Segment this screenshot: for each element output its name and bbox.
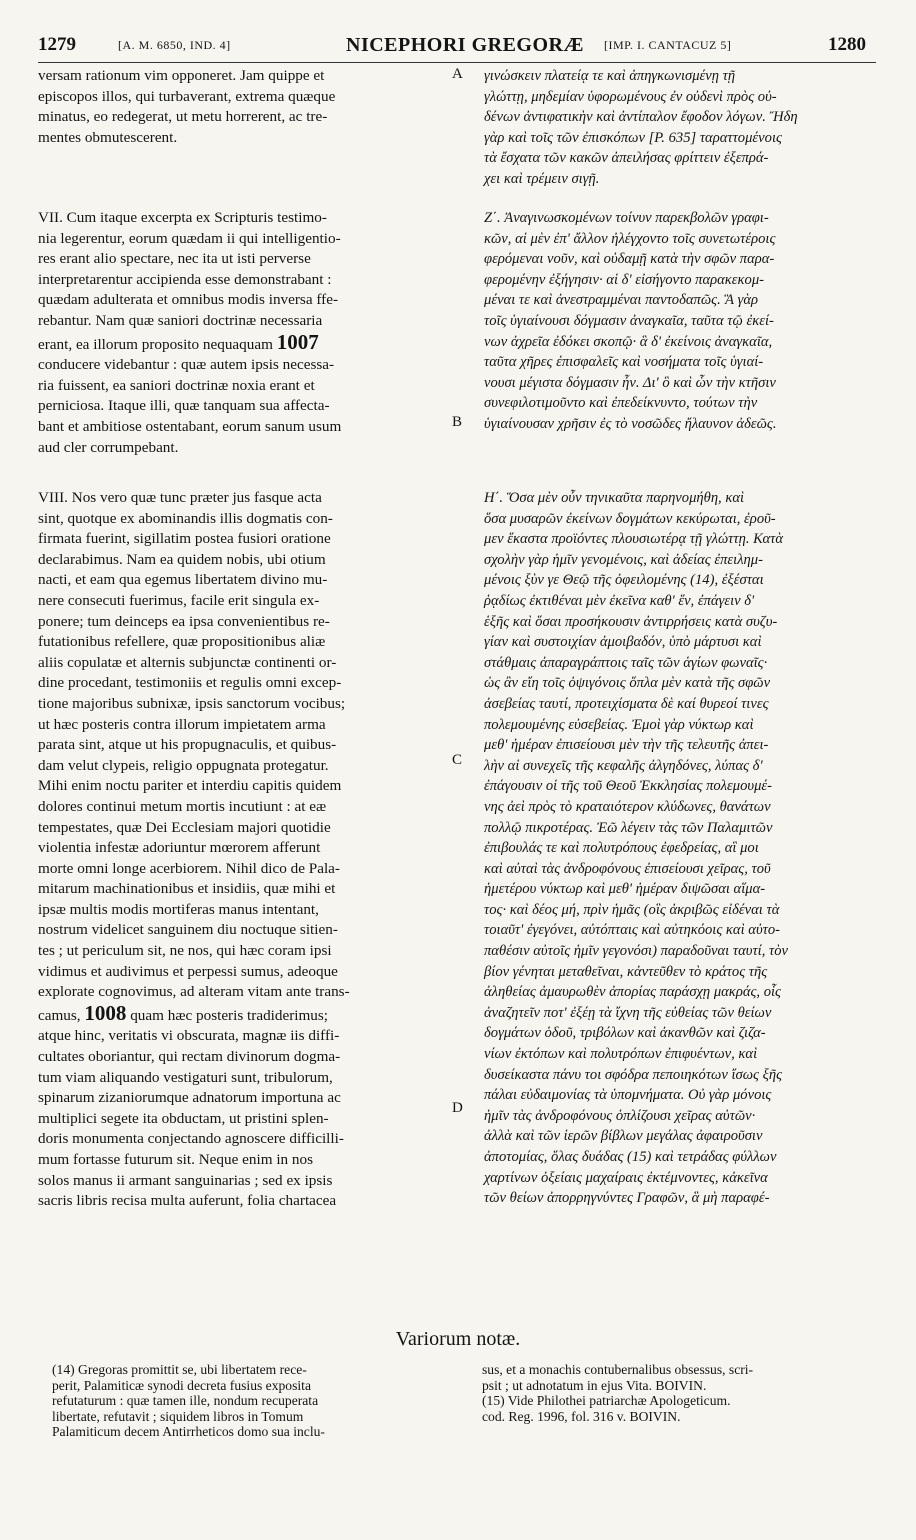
note-line: libertate, refutavit ; siquidem libros in Tomum <box>52 1408 304 1424</box>
text-line: στάθμαις ἀπαραγράπτοις ταῖς τῶν ἁγίων φωναῖς· <box>484 654 768 671</box>
text-line: τὰ ἔσχατα τῶν κακῶν ἀπειλήσας φρίττειν ἐξεπρά- <box>484 150 769 167</box>
text-line: tes ; ut periculum sit, ne nos, qui hæc coram ipsi <box>38 942 332 960</box>
notes-heading: Variorum notæ. <box>395 1328 521 1350</box>
greek-paragraph-1 <box>484 66 880 190</box>
text-line: νίων ἐκτόπων καὶ πολυτρόπων ἐπιφυέντων, καὶ <box>484 1046 758 1063</box>
text-line: futationibus refellere, quæ propositionibus aliæ <box>38 633 326 651</box>
text-line: νης ἀεὶ πρὸς τὸ κραταιότερον κλύδωνες, θανάτων <box>484 798 771 815</box>
text-line: ἀναζητεῖν ποτ' ἐξέῃ τὰ ἴχνη τῆς εὐθείας τῶν θείων <box>484 1004 772 1021</box>
text-line: declarabimus. Nam ea quidem nobis, ubi otium <box>38 550 326 568</box>
text-line: VIII. Nos vero quæ tunc præter jus fasque acta <box>38 489 322 506</box>
text-line: aliis copulatæ et alternis subjunctæ continenti or- <box>38 653 337 671</box>
text-line: explorate cognovimus, ad alteram vitam ante trans- <box>38 983 350 1001</box>
text-line: τοιαῦτ' ἐγεγόνει, αὐτόπταις καὶ αὐτηκόοις καὶ αὐτο- <box>484 922 781 939</box>
text-line: νουσι μέγιστα δόγμασιν ἦν. Δι' ὃ καὶ ὧν τὴν κτῆσιν <box>484 374 776 391</box>
text-line: τος· καὶ δέος μή, πρὶν ἡμᾶς (οἳς ἀκριβῶς εἰδέναι τὰ <box>484 901 780 918</box>
text-line: ὡς ἂν εἴη τοῖς ὀψιγόνοις ὅπλα μὲν κατὰ τῆς σφῶν <box>484 675 771 692</box>
text-line: cultates oboriantur, qui rectam divinorum dogma- <box>38 1048 341 1066</box>
text-line: γλώττῃ, μηδεμίαν ὑφορωμένους ἐν οὐδενὶ πρὸς οὐ- <box>484 88 777 105</box>
text-segment: erant, ea illorum proposito nequaquam <box>38 335 273 353</box>
text-segment: quam hæc posteris tradiderimus; <box>130 1006 329 1024</box>
text-line: Ζ΄. Ἀναγινωσκομένων τοίνυν παρεκβολῶν γραφι- <box>484 210 769 226</box>
text-line: rebantur. Nam quæ saniori doctrinæ necessaria <box>38 311 323 329</box>
text-line: πολεμουμένης εὐσεβείας. Ἐμοὶ γὰρ νύκτωρ καὶ <box>484 716 754 733</box>
text-line: Mihi enim noctu pariter et interdiu capitis quidem <box>38 777 342 795</box>
text-line: ἀληθείας ἀμαυρωθὲν ἀπορίας παράσχῃ μακράς, οἷς <box>484 984 781 1001</box>
text-line: sacris libris recisa multa auferunt, folia chartacea <box>38 1192 337 1210</box>
note-line: refutaturum : quæ tamen ille, nondum recuperata <box>52 1393 319 1409</box>
note-line: sus, et a monachis contubernalibus obsessus, scri- <box>482 1362 754 1377</box>
left-page-number: 1279 <box>38 34 76 55</box>
column-marker-d: D <box>452 1100 463 1116</box>
left-running-meta: [A. M. 6850, IND. 4] <box>118 38 231 52</box>
text-line: perniciosa. Itaque illi, quæ tanquam sua affecta- <box>38 397 330 415</box>
text-line: nacti, et eam qua egemus libertatem divino mu- <box>38 571 328 589</box>
text-line: tione majoribus subnixæ, ipsis sanctorum vocibus; <box>38 694 346 712</box>
text-line: VII. Cum itaque excerpta ex Scripturis testimo- <box>38 209 327 226</box>
text-line: χαρτίνων ὀξείαις μαχαίραις ἐκτέμνοντες, κἀκεῖνα <box>484 1169 768 1186</box>
text-line: γινώσκειν πλατείᾳ τε καὶ ἀπηγκωνισμένῃ τῇ <box>484 68 736 84</box>
note-line: cod. Reg. 1996, fol. 316 v. BOIVIN. <box>482 1408 681 1424</box>
text-line: νων ἀχρεῖα ἐδόκει σκοπῷ· ἃ δ' ἐκείνοις ἀναγκαῖα, <box>484 333 773 350</box>
column-marker-a: A <box>452 66 463 82</box>
text-line: ἑξῆς καὶ ὅσαι προσήκουσιν ἀντιρρήσεις κατὰ συζυ- <box>484 613 778 630</box>
text-line: tempestates, quæ Dei Ecclesiam majori quotidie <box>38 818 331 836</box>
text-line: sint, quotque ex abominandis illis dogmatis con- <box>38 509 333 527</box>
text-segment: camus, <box>38 1006 81 1024</box>
text-line: μένοις ξὺν γε Θεῷ τῆς ὀφειλομένης (14), ἐξέσται <box>484 572 764 589</box>
text-line: ponere; tum deinceps ea ipsa convenientibus re- <box>38 612 330 630</box>
text-line <box>38 1000 448 1027</box>
text-line: ipsæ multis modis mortiferas manus intentant, <box>38 900 319 918</box>
latin-paragraph-viii <box>38 488 448 1212</box>
column-number-1008: 1008 <box>84 1000 127 1025</box>
text-line: interpretarentur accipienda esse demonstrabant : <box>38 270 332 288</box>
text-line: atque hinc, veritatis vi obscurata, magnæ iis diffi- <box>38 1027 340 1045</box>
text-line: καὶ αὐταὶ τὰς ἀνδροφόνους ἐπισείουσι χεῖρας, τοῦ <box>484 860 771 877</box>
text-line: conducere videbantur : quæ autem ipsis necessa- <box>38 356 335 374</box>
column-marker-c: C <box>452 752 463 768</box>
text-line: violentia infestæ adoriuntur mœrorem afferunt <box>38 839 321 857</box>
text-line: dam velut clypeis, religio oppugnata protegatur. <box>38 756 329 774</box>
text-line: vidimus et audivimus et perpessi sumus, adeoque <box>38 962 338 980</box>
text-line: ῥᾳδίως ἐκτιθέναι μὲν ἐκεῖνα καθ' ἕν, ἐπάγειν δ' <box>484 592 755 609</box>
note-line: psit ; ut adnotatum in ejus Vita. BOIVIN. <box>482 1377 707 1393</box>
text-line: mentes obmutescerent. <box>38 128 178 146</box>
text-line: συνεφιλοτιμοῦντο καὶ ἐπεδείκνυντο, τούτων τὴν <box>484 395 758 412</box>
text-line: σχολὴν γὰρ ἡμῖν γενομένοις, καὶ ἀδείας ἐπειλημ- <box>484 551 763 568</box>
text-line: mum fortasse futurum sit. Neque enim in nos <box>38 1151 314 1168</box>
text-line: quædam adulterata et omnibus modis inversa ffe- <box>38 291 339 309</box>
text-line: ἀλλὰ καὶ τῶν ἱερῶν βίβλων μεγάλας ἀφαιροῦσιν <box>484 1128 763 1145</box>
text-line: δένων ἀντιφατικὴν καὶ ἀντίπαλον ἔφοδον λόγων. Ἤδη <box>484 109 798 126</box>
text-line: ταῦτα χῆρες ἐπισφαλεῖς καὶ νοσήματα τοῖς ὑγιαί- <box>484 354 764 371</box>
text-line: φερομένην ἐξήγησιν· αἱ δ' εἰσήγοντο παρακεκομ- <box>484 271 765 288</box>
column-marker-b: B <box>452 414 463 430</box>
text-line: ὅσα μυσαρῶν ἐκείνων δογμάτων κεκύρωται, ἐροῦ- <box>484 510 776 527</box>
page-header <box>38 34 876 62</box>
text-line <box>38 329 448 356</box>
notes-left-column <box>52 1362 325 1440</box>
text-line: τῶν θείων ἀπορρηγνύντες Γραφῶν, ἃ μὴ παραφέ- <box>484 1190 770 1207</box>
text-line: versam rationum vim opponeret. Jam quippe et <box>38 67 325 84</box>
text-line: ἐπιβουλάς τε καὶ πολυτρόπους ἐφεδρείας, αἳ μοι <box>484 840 759 857</box>
text-line: φερόμεναι νοῦν, καὶ οὐδαμῇ κατὰ τὴν σφῶν παρα- <box>484 251 775 268</box>
text-line: dine procedant, testimoniis et regulis omni excep- <box>38 674 342 692</box>
text-line: παθέσιν αὐτοῖς ἡμῖν γεγονόσι) παραδοῦναι ταυτί, τὸν <box>484 943 789 960</box>
text-line: dolores continui metum mortis incutiunt : at eæ <box>38 797 327 815</box>
text-line: nostrum videlicet sanguinem diu noctuque sitien- <box>38 921 338 939</box>
text-line: μεν ἕκαστα προϊόντες πλουσιωτέρᾳ τῇ γλώττῃ. Κατὰ <box>484 531 784 548</box>
note-line: Palamiticum decem Antirrheticos domo sua inclu- <box>52 1424 325 1440</box>
greek-paragraph-z <box>484 208 880 435</box>
text-line: πάλαι εὐδαιμονίας τὰ ὑπομνήματα. Οὐ γὰρ μόνοις <box>484 1087 772 1104</box>
greek-paragraph-h <box>484 488 880 1209</box>
latin-paragraph-1 <box>38 66 448 148</box>
header-rule <box>38 62 876 63</box>
text-line: res erant alio spectare, nec ita ut isti perverse <box>38 250 311 268</box>
text-line: nia legerentur, eorum quædam ii qui intelligentio- <box>38 229 341 247</box>
column-number-1007: 1007 <box>276 329 319 354</box>
text-line: firmata fuerint, sigillatim postea fusiori oratione <box>38 530 331 548</box>
text-line: episcopos illos, qui turbaverant, extrema quæque <box>38 87 336 105</box>
notes-right-column <box>482 1362 753 1424</box>
text-line: βίον γένηται μεταθεῖναι, κἀντεῦθεν τὸ κράτος τῆς <box>484 963 768 980</box>
text-line: πολλῷ πικροτέρας. Ἐῶ λέγειν τὰς τῶν Παλαμιτῶν <box>484 819 773 836</box>
text-line: λὴν αἱ συνεχεῖς τῆς κεφαλῆς ἀλγηδόνες, λύπας δ' <box>484 757 763 774</box>
text-line: δογμάτων ὁδοῦ, τριβόλων καὶ ἀκανθῶν καὶ ζιζα- <box>484 1025 766 1042</box>
text-line: ut hæc posteris contra illorum impietatem arma <box>38 715 326 733</box>
text-line: morte omni longe acerbiorem. Nihil dico de Pala- <box>38 859 340 877</box>
text-line: ὑγιαίνουσαν χρῆσιν ἐς τὸ νοσῶδες ἤλαυνον ἀδεῶς. <box>484 415 777 432</box>
text-line: Η΄. Ὅσα μὲν οὖν τηνικαῦτα παρηνομήθη, καὶ <box>484 490 745 506</box>
text-line: χει καὶ τρέμειν σιγῇ. <box>484 170 600 187</box>
text-line: μεθ' ἡμέραν ἐπισείουσι μὲν τὴν τῆς τελευτῆς ἀπει- <box>484 737 769 754</box>
text-line: μέναι τε καὶ ἀνεστραμμέναι παντοδαπῶς. Ἃ γὰρ <box>484 292 759 309</box>
text-line: spinarum zizaniorumque adnatorum importuna ac <box>38 1089 341 1107</box>
text-line: ria fuissent, ea saniori doctrinæ noxia erant et <box>38 376 315 394</box>
latin-paragraph-vii <box>38 208 448 458</box>
text-line: tum viam aliquando vestigaturi sunt, tribulorum, <box>38 1068 333 1086</box>
text-line: minatus, eo redegerat, ut metu horrerent, ac tre- <box>38 108 328 126</box>
text-line: τοῖς ὑγιαίνουσι δόγμασιν ἀναγκαῖα, ταῦτα τῷ ἐκεί- <box>484 312 774 329</box>
note-line: (15) Vide Philothei patriarchæ Apologeticum. <box>482 1393 731 1409</box>
text-line: doris monumenta conjectando agnoscere difficilli- <box>38 1130 344 1148</box>
text-line: bant et ambitiose ostentabant, eorum sanum usum <box>38 417 342 435</box>
text-line: solos manus ii armant sanguinarias ; sed ex ipsis <box>38 1171 333 1189</box>
text-line: κῶν, αἱ μὲν ἐπ' ἄλλον ἠλέγχοντο τοῖς συνετωτέροις <box>484 230 776 247</box>
text-line: mitarum machinationibus et insidiis, quæ mihi et <box>38 880 336 898</box>
text-line: ἀποτομίας, ὅλας δυάδας (15) καὶ τετράδας φύλλων <box>484 1149 777 1165</box>
text-line: multiplici segete ita obductam, ut pristini splen- <box>38 1109 329 1127</box>
right-running-meta: [IMP. I. CANTACUZ 5] <box>604 38 732 52</box>
note-line: perit, Palamiticæ synodi decreta fusius exposita <box>52 1377 311 1393</box>
text-line: aud cler corrumpebant. <box>38 438 179 456</box>
note-line: (14) Gregoras promittit se, ubi libertatem rece- <box>52 1362 307 1377</box>
text-line: δυσείκαστα πάνυ τοι σφόδρα πεποιηκότων ἴσως ξῆς <box>484 1066 783 1083</box>
text-line: ἡμῖν τὰς ἀνδροφόνους ὁπλίζουσι χεῖρας αὐτῶν· <box>484 1107 756 1124</box>
running-title: NICEPHORI GREGORÆ <box>346 34 584 56</box>
text-line: ἀσεβείας ταυτί, προτειχίσματα δὲ καί θυρεοί τινες <box>484 695 769 712</box>
text-line: ἡμετέρου νύκτωρ καὶ μεθ' ἡμέραν διψῶσαι αἵμα- <box>484 881 766 898</box>
text-line: nere consecuti fuerimus, facile erit singula ex- <box>38 591 320 609</box>
text-line: ἐπάγουσιν οἱ τῆς τοῦ Θεοῦ Ἐκκλησίας πολεμουμέ- <box>484 778 773 795</box>
text-line: γὰρ καὶ τοῖς τῶν ἐπισκόπων [P. 635] ταραττομένοις <box>484 129 782 146</box>
text-line: parata sint, atque ut his propugnaculis, et quibus- <box>38 736 337 754</box>
text-line: γίαν καὶ συστοιχίαν ἀμοιβαδόν, ὑπὸ μάρτυσι καὶ <box>484 634 762 651</box>
right-page-number: 1280 <box>828 34 866 55</box>
